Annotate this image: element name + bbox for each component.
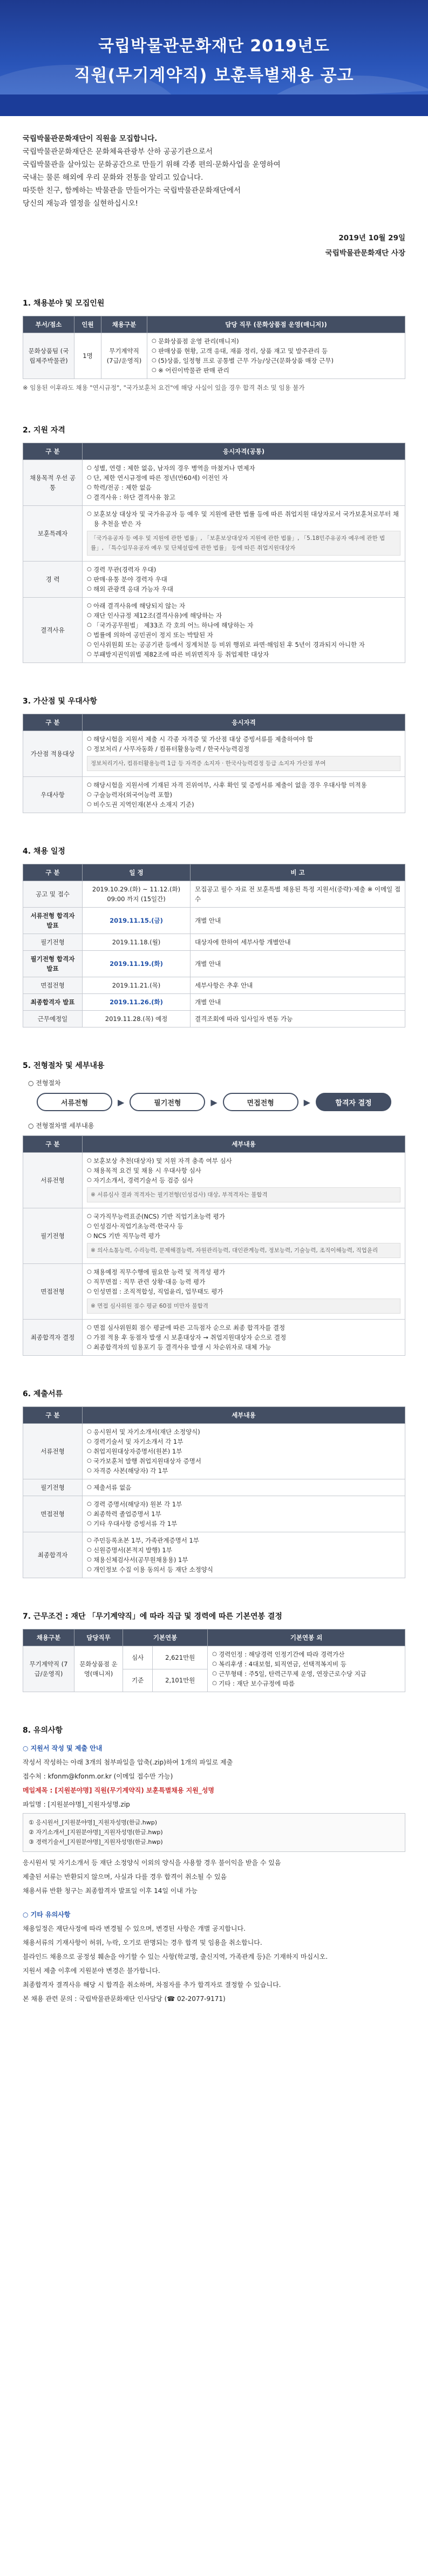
guide-subtitle: ○ 기타 유의사항 [23,1911,71,1918]
table-row [23,881,405,908]
row-content [83,777,405,813]
row-content [83,1532,405,1578]
list-item: ○ 해당시험을 지원서에 기재된 자격 진위여부, 사후 확인 및 증빙서류 제출이 없을 경우 우대사항 미적용 [87,780,400,790]
section7-title: 7. 근무조건 : 재단 「무기계약직」에 따라 직급 및 경력에 따른 기본연봉 결정 [23,1612,282,1621]
list-item: ○ 경력 무관(경력자 우대) [87,565,400,574]
table-row [23,951,405,977]
footer-space [0,2007,428,2029]
list-item: ○ 경력인정 : 해당경력 인정기간에 따라 경력가산 [212,1649,400,1659]
list-item: ○ 채용신체검사서(공무원채용용) 1부 [87,1555,400,1565]
table-header-row [23,1136,405,1153]
section5-table [23,1135,405,1356]
type-cell: 무기계약직 (7급/운영직) [23,1646,74,1692]
row-label: 보훈특례자 [23,506,83,562]
schedule-date: 2019.11.15.(금) [83,908,191,934]
section4-table [23,864,405,1027]
table-header: 구 분 [23,1407,83,1424]
row-label: 우대사항 [23,777,83,813]
list-item: ○ 응시원서 및 자기소개서(재단 소정양식) [87,1427,400,1437]
table-header: 담당직무 [74,1630,123,1646]
table-header: 부서/점소 [23,316,74,333]
section1-note: ※ 임용된 이후라도 채용 "연시규정", "국가보훈처 요건"에 해당 사실이 있을 경우 합격 취소 및 임용 불가 [23,384,305,391]
info-box: ※ 서류심사 결과 적격자는 필기전형(인성검사) 대상, 부적격자는 불합격 [87,1187,400,1202]
list-item: ○ 아래 결격사유에 해당되지 않는 자 [87,601,400,611]
guide-item: 작성서 작성하는 아래 3개의 첨부파일을 압축(.zip)하여 1개의 파일로 제출 [23,1759,233,1766]
table-row [23,1208,405,1264]
dept-cell: 문화상품팀 (국립제주박물관) [23,333,74,379]
table-row [23,1496,405,1532]
row-label: 경 력 [23,562,83,598]
table-header: 담당 직무 (문화상품점 운영(매니저)) [147,316,405,333]
list-item: ○ 보훈보상 대상자 및 국가유공자 등 예우 및 지원에 관한 법률 등에 따른 취업지원 대상자로서 국가보훈처로부터 채용 추천을 받은 자 [87,509,400,529]
process-flow [23,1093,405,1111]
row-label: 서류전형 합격자 발표 [23,908,83,934]
list-item: ○ 국가직무능력표준(NCS) 기반 직업기초능력 평가 [87,1212,400,1221]
table-row [23,1479,405,1496]
list-item: ○ 성별, 연령 : 제한 없음, 남자의 경우 병역을 마쳤거나 면제자 [87,463,400,473]
section1-title: 1. 채용분야 및 모집인원 [23,299,105,308]
list-item: ○ 재단 인사규정 제12조(결격사유)에 해당하는 자 [87,611,400,620]
salary-grade: 기준 [123,1669,153,1692]
guide-item: 제출된 서류는 반환되지 않으며, 사실과 다를 경우 합격이 취소될 수 있음 [23,1873,227,1881]
guide-item: 메일제목 : [지원분야명] 직원(무기계약직) 보훈특별채용 지원_성명 [23,1787,215,1794]
row-content [83,731,405,777]
table-header: 비 고 [191,864,405,881]
table-row [23,460,405,506]
list-item: ○ 자격증 사본(해당자) 각 1부 [87,1466,400,1476]
table-row [23,1532,405,1578]
list-item: ○ 비수도권 지역인재(본사 소재지 기준) [87,800,400,809]
arrow-right-icon: ▶ [303,1097,310,1107]
guide-item: 채용서류 반환 청구는 최종합격자 발표일 이후 14일 이내 가능 [23,1887,198,1895]
table-row [23,908,405,934]
salary-amount: 2,621만원 [153,1646,208,1669]
duty-cell: 문화상품점 운영(매니저) [74,1646,123,1692]
list-item: ○ 판매·유통 분야 경력자 우대 [87,574,400,584]
schedule-note: 개별 안내 [191,951,405,977]
list-item: ○ 「국가공무원법」 제33조 각 호의 어느 하나에 해당하는 자 [87,620,400,630]
guide-subtitle: ○ 지원서 작성 및 제출 안내 [23,1745,103,1752]
list-item: ○ 가점 적용 후 동점자 발생 시 보훈대상자 → 취업지원대상자 순으로 결정 [87,1333,400,1342]
guide-item: 파일명 : [지원분야명]_지원자성명.zip [23,1801,130,1808]
row-label: 서류전형 [23,1153,83,1208]
row-label: 공고 및 접수 [23,881,83,908]
salary-amount: 2,101만원 [153,1669,208,1692]
schedule-date: 2019.11.21.(목) [83,977,191,994]
table-row [23,1264,405,1320]
list-item: ○ 보훈보상 추천(대상자) 및 지원 자격 충족 여부 심사 [87,1156,400,1166]
list-item: ○ 면접 심사위원회 점수 평균에 따른 고득점자 순으로 최종 합격자를 결정 [87,1323,400,1333]
file-line: ① 응시원서_[지원분야명]_지원자성명(한글.hwp) [29,1819,157,1826]
intro-line: 국립박물관을 살아있는 문화공간으로 만들기 위해 각종 편의·문화사업을 운영하여 [23,160,281,169]
section3-title: 3. 가산점 및 우대사항 [23,697,97,706]
list-item: ○ 신원증명서(본적지 발행) 1부 [87,1545,400,1555]
schedule-note: 결격조회에 따라 입사일자 변동 가능 [191,1011,405,1027]
row-label: 최종합격자 결정 [23,1320,83,1356]
flow-step-final: 합격자 결정 [316,1093,391,1111]
notice-guide [23,1743,405,2004]
list-item: ○ 취업지원대상자증명서(원본) 1부 [87,1446,400,1456]
table-header: 구 분 [23,864,83,881]
table-row [23,333,405,379]
list-item: ○ 부패방지권익위법 제82조에 따른 비위면직자 등 취업제한 대상자 [87,650,400,659]
count-cell: 1명 [74,333,101,379]
table-header: 채용구분 [23,1630,74,1646]
banner-bottom-band [0,94,428,116]
section8-title: 8. 유의사항 [23,1726,63,1735]
file-line: ③ 경력기술서_[지원분야명]_지원자성명(한글.hwp) [29,1838,163,1845]
section6-title: 6. 제출서류 [23,1390,63,1398]
schedule-date: 2019.11.26.(화) [83,994,191,1011]
row-label: 면접전형 [23,1496,83,1532]
table-row [23,1153,405,1208]
row-content [83,1153,405,1208]
row-label: 필기전형 합격자 발표 [23,951,83,977]
schedule-note: 세부사항은 추후 안내 [191,977,405,994]
list-item: ○ 경력 증명서(해당자) 원본 각 1부 [87,1499,400,1509]
list-item: ○ 제출서류 없음 [87,1483,400,1492]
row-content [83,1479,405,1496]
intro-signer: 국립박물관문화재단 사장 [325,249,405,258]
list-item: ○ 복리후생 : 4대보험, 퇴직연금, 선택적복지비 등 [212,1659,400,1669]
table-row [23,1011,405,1027]
table-header: 세부내용 [83,1407,405,1424]
row-label: 채용목적 우선 공통 [23,460,83,506]
list-item: ○ 최종학력 졸업증명서 1부 [87,1509,400,1519]
list-item: ○ 주민등록초본 1부, 가족관계증명서 1부 [87,1536,400,1545]
table-row [23,1424,405,1479]
section7-table [23,1629,405,1692]
list-item: ○ NCS 기반 직무능력 평가 [87,1231,400,1241]
table-header: 기본연봉 외 [208,1630,405,1646]
row-label: 가산점 적용대상 [23,731,83,777]
list-item: ○ 자기소개서, 경력기술서 등 검증 심사 [87,1175,400,1185]
info-box: ※ 의사소통능력, 수리능력, 문제해결능력, 자원관리능력, 대인관계능력, 정보능력, 기술능력, 조직이해능력, 직업윤리 [87,1243,400,1258]
table-row [23,934,405,951]
table-header-row [23,864,405,881]
banner-title-line1: 국립박물관문화재단 2019년도 [98,37,330,56]
table-row [23,977,405,994]
list-item: ○ 판매상품 현황, 고객 응대, 재품 정리, 상품 재고 및 발주관리 등 [152,346,400,356]
list-item: ○ 개인정보 수집 이용 동의서 등 재단 소정양식 [87,1565,400,1574]
section2-title: 2. 지원 자격 [23,426,65,435]
detail-label: ○ 전형절차별 세부내용 [28,1122,94,1130]
flow-step-document: 서류전형 [37,1093,112,1111]
guide-item: 최종합격자 결격사유 해당 시 합격을 취소하며, 차점자를 추가 합격자로 결정할 수 있습니다. [23,1981,281,1989]
row-label: 결격사유 [23,598,83,663]
table-row [23,994,405,1011]
schedule-date: 2019.11.18.(월) [83,934,191,951]
table-header: 응시자격 [83,714,405,731]
row-label: 근무예정일 [23,1011,83,1027]
duties-cell [147,333,405,379]
table-header-row [23,714,405,731]
type-cell: 무기계약직 (7급/운영직) [101,333,147,379]
table-header-row [23,1630,405,1646]
table-row [23,562,405,598]
row-content [83,562,405,598]
table-header-row [23,316,405,333]
list-item: ○ 인성면접 : 조직적합성, 직업윤리, 업무태도 평가 [87,1287,400,1296]
table-header: 세부내용 [83,1136,405,1153]
guide-item: 채용서류의 기재사항이 허위, 누락, 오기로 판명되는 경우 합격 및 임용을 취소합니다. [23,1939,262,1946]
table-header: 구 분 [23,1136,83,1153]
intro [0,116,428,260]
row-label: 필기전형 [23,1479,83,1496]
section1-table [23,316,405,379]
schedule-note: 대상자에 한하여 세부사항 개별안내 [191,934,405,951]
table-header: 구 분 [23,714,83,731]
section6-table [23,1407,405,1578]
row-content [83,598,405,663]
section2-table [23,443,405,663]
info-box: 정보처리기사, 컴퓨터활용능력 1급 등 자격증 소지자 · 한국사능력검정 등급 소지자 가산점 부여 [87,756,400,771]
guide-item: 본 채용 관련 문의 : 국립박물관문화재단 인사담당 (☎ 02-2077-9171) [23,1995,226,2003]
row-content [83,1208,405,1264]
flow-step-written: 필기전형 [130,1093,205,1111]
guide-item: 접수처 : kfonm@kfonm.or.kr (이메일 접수만 가능) [23,1773,173,1780]
table-header-row [23,1407,405,1424]
section5-title: 5. 전형절차 및 세부내용 [23,1061,105,1070]
arrow-right-icon: ▶ [210,1097,218,1107]
intro-line: 국내는 물론 해외에 우리 문화와 전통을 알리고 있습니다. [23,173,203,182]
schedule-date: 2019.11.28.(목) 예정 [83,1011,191,1027]
table-header: 응시자격(공통) [83,443,405,460]
section3-table [23,714,405,813]
flow-step-interview: 면접전형 [223,1093,298,1111]
table-row [23,777,405,813]
list-item: ○ 정보처리 / 사무자동화 / 컴퓨터활용능력 / 한국사능력검정 [87,744,400,754]
intro-lead: 국립박물관문화재단이 직원을 모집합니다. [23,134,158,143]
row-content [83,1424,405,1479]
list-item: ○ 채용목적 요건 및 채용 시 우대사항 심사 [87,1166,400,1175]
file-list-box [23,1813,405,1852]
schedule-note: 개별 안내 [191,994,405,1011]
table-row [23,1320,405,1356]
list-item: ○ 기타 : 재단 보수규정에 따름 [212,1679,400,1688]
schedule-date: 2019.11.19.(화) [83,951,191,977]
list-item: ○ 인성검사·직업기초능력·한국사 등 [87,1221,400,1231]
guide-item: 지원서 제출 이후에 지원분야 변경은 불가합니다. [23,1967,160,1975]
file-line: ② 자기소개서_[지원분야명]_지원자성명(한글.hwp) [29,1829,163,1836]
banner [0,0,428,116]
list-item: ○ 근무형태 : 주5일, 탄력근무제 운영, 연장근로수당 지급 [212,1669,400,1679]
list-item: ○ 문화상품점 운영 관리(매니저) [152,336,400,346]
intro-line: 따뜻한 친구, 함께하는 박물관을 만들어가는 국립박물관문화재단에서 [23,186,241,195]
list-item: ○ ※ 어린이박물관 판매 관리 [152,366,400,375]
list-item: ○ (5)상품, 일정형 프로 공통별 근무 가능/상근(문화상품 매장 근무) [152,356,400,366]
intro-paragraph [23,145,405,210]
arrow-right-icon: ▶ [118,1097,125,1107]
row-label: 필기전형 [23,1208,83,1264]
list-item: ○ 구술능력자(외국어능력 포함) [87,790,400,800]
list-item: ○ 법률에 의하여 공민권이 정지 또는 박탈된 자 [87,630,400,640]
guide-item: 블라인드 채용으로 공정성 훼손을 야기할 수 있는 사항(학교명, 출신지역, 가족관계 등)은 기재하지 마십시오. [23,1953,328,1960]
flow-label: ○ 전형절차 [28,1079,61,1087]
row-label: 서류전형 [23,1424,83,1479]
guide-item: 응시원서 및 자기소개서 등 재단 소정양식 이외의 양식을 사용할 경우 불이익을 받을 수 있음 [23,1859,281,1867]
table-row [23,731,405,777]
list-item: ○ 해당시험을 지원서 제출 시 각종 자격증 및 가산점 대상 증빙서류를 제출하여야 함 [87,734,400,744]
row-label: 면접전형 [23,1264,83,1320]
salary-grade: 심사 [123,1646,153,1669]
table-row [23,598,405,663]
table-header: 채용구분 [101,316,147,333]
list-item: ○ 최종합격자의 임용포기 등 결격사유 발생 시 차순위자로 대체 가능 [87,1342,400,1352]
schedule-note: 개별 안내 [191,908,405,934]
row-content [83,1496,405,1532]
row-content [83,460,405,506]
list-item: ○ 결격사유 : 하단 결격사유 참고 [87,492,400,502]
schedule-date: 2019.10.29.(화) ~ 11.12.(화) 09:00 까지 (15일간) [83,881,191,908]
intro-date: 2019년 10월 29일 [338,234,405,242]
info-box: ※ 면접 심사위원 점수 평균 60점 미만자 불합격 [87,1299,400,1314]
table-header: 인원 [74,316,101,333]
info-box: 「국가유공자 등 예우 및 지원에 관한 법률」, 「보훈보상대상자 지원에 관한 법률」, 「5.18민주유공자 예우에 관한 법률」, 「특수임무유공자 예우 및 단체설립에 관한 법률」 등에 따른 취업지원대상자 [87,531,400,556]
section4-title: 4. 채용 일정 [23,847,65,856]
banner-title-line2: 직원(무기계약직) 보훈특별채용 공고 [74,66,354,85]
table-row [23,1646,405,1669]
row-label: 최종합격자 발표 [23,994,83,1011]
list-item: ○ 직무면접 : 직무 관련 상황·대응 능력 평가 [87,1277,400,1287]
table-row [23,506,405,562]
table-header: 구 분 [23,443,83,460]
list-item: ○ 학력/전공 : 제한 없음 [87,483,400,492]
list-item: ○ 단, 제한 연시규정에 따른 정년(만60세) 이전인 자 [87,473,400,483]
table-header-row [23,443,405,460]
table-header: 일 정 [83,864,191,881]
guide-item: 채용일정은 재단사정에 따라 변경될 수 있으며, 변경된 사항은 개별 공지합니다. [23,1925,246,1932]
row-label: 필기전형 [23,934,83,951]
list-item: ○ 인사위원회 또는 공공기관 등에서 징계처분 등 비위 행위로 파면·해임된 후 5년이 경과되지 아니한 자 [87,640,400,650]
list-item: ○ 해외 관광객 응대 가능자 우대 [87,584,400,594]
table-header: 기본연봉 [123,1630,208,1646]
row-label: 최종합격자 [23,1532,83,1578]
row-content [83,1264,405,1320]
intro-line: 당신의 재능과 열정을 실현하십시오! [23,199,138,208]
row-label: 면접전형 [23,977,83,994]
extras-cell [208,1646,405,1692]
list-item: ○ 경력기술서 및 자기소개서 각 1부 [87,1437,400,1446]
list-item: ○ 채용예정 직무수행에 필요한 능력 및 적격성 평가 [87,1267,400,1277]
list-item: ○ 국가보훈처 발행 취업지원대상자 증명서 [87,1456,400,1466]
intro-line: 국립박물관문화재단은 문화체육관광부 산하 공공기관으로서 [23,147,213,156]
schedule-note: 모집공고 필수 자료 전 보훈특별 채용된 특정 지원서(중략)·제출 ※ 이메일 접수 [191,881,405,908]
row-content [83,506,405,562]
row-content [83,1320,405,1356]
list-item: ○ 기타 우대사항 증빙서류 각 1부 [87,1519,400,1529]
